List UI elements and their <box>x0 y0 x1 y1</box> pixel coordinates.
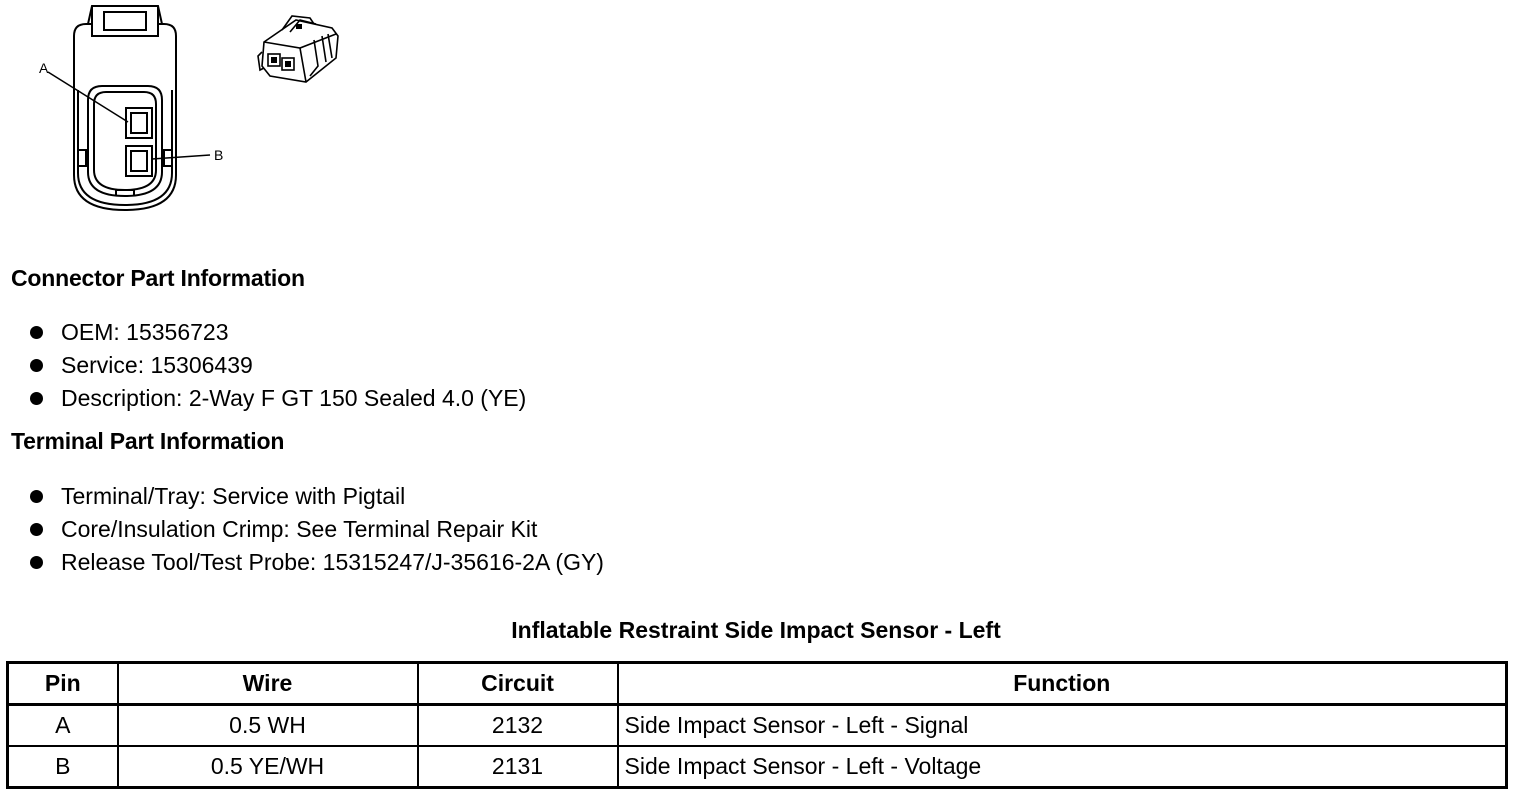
oem-part-number: OEM: 15356723 <box>61 319 229 345</box>
list-item <box>30 349 526 382</box>
bullet-icon <box>30 326 43 339</box>
table-title: Inflatable Restraint Side Impact Sensor - Left <box>511 617 1001 643</box>
list-item <box>30 316 526 349</box>
column-header-wire: Wire <box>118 663 418 705</box>
core-insulation-crimp: Core/Insulation Crimp: See Terminal Repair Kit <box>61 516 538 542</box>
pin-cell: A <box>8 705 118 747</box>
bullet-icon <box>30 490 43 503</box>
table-header-row <box>8 663 1507 705</box>
bullet-icon <box>30 556 43 569</box>
circuit-cell: 2132 <box>418 705 618 747</box>
connector-description: Description: 2-Way F GT 150 Sealed 4.0 (YE) <box>61 385 527 411</box>
column-header-function: Function <box>618 663 1507 705</box>
pin-a-label: A <box>39 60 49 76</box>
pin-b-label: B <box>214 147 224 163</box>
terminal-part-info-heading: Terminal Part Information <box>11 428 285 454</box>
terminal-part-info-list <box>30 480 604 579</box>
connector-isometric-view <box>252 6 344 92</box>
list-item <box>30 382 526 415</box>
bullet-icon <box>30 359 43 372</box>
list-item <box>30 546 604 579</box>
function-cell: Side Impact Sensor - Left - Signal <box>618 705 1507 747</box>
table-row <box>8 746 1507 788</box>
bullet-icon <box>30 392 43 405</box>
circuit-cell: 2131 <box>418 746 618 788</box>
terminal-tray: Terminal/Tray: Service with Pigtail <box>61 483 406 509</box>
table-row <box>8 705 1507 747</box>
function-cell: Side Impact Sensor - Left - Voltage <box>618 746 1507 788</box>
connector-part-info-list <box>30 316 526 415</box>
bullet-icon <box>30 523 43 536</box>
list-item <box>30 480 604 513</box>
wire-cell: 0.5 WH <box>118 705 418 747</box>
connector-part-info-heading: Connector Part Information <box>11 265 305 291</box>
pinout-table <box>6 661 1508 789</box>
pin-cell: B <box>8 746 118 788</box>
list-item <box>30 513 604 546</box>
column-header-pin: Pin <box>8 663 118 705</box>
column-header-circuit: Circuit <box>418 663 618 705</box>
release-tool-test-probe: Release Tool/Test Probe: 15315247/J-35616-2A (GY) <box>61 549 604 575</box>
service-part-number: Service: 15306439 <box>61 352 253 378</box>
wire-cell: 0.5 YE/WH <box>118 746 418 788</box>
connector-face-diagram <box>30 0 250 225</box>
